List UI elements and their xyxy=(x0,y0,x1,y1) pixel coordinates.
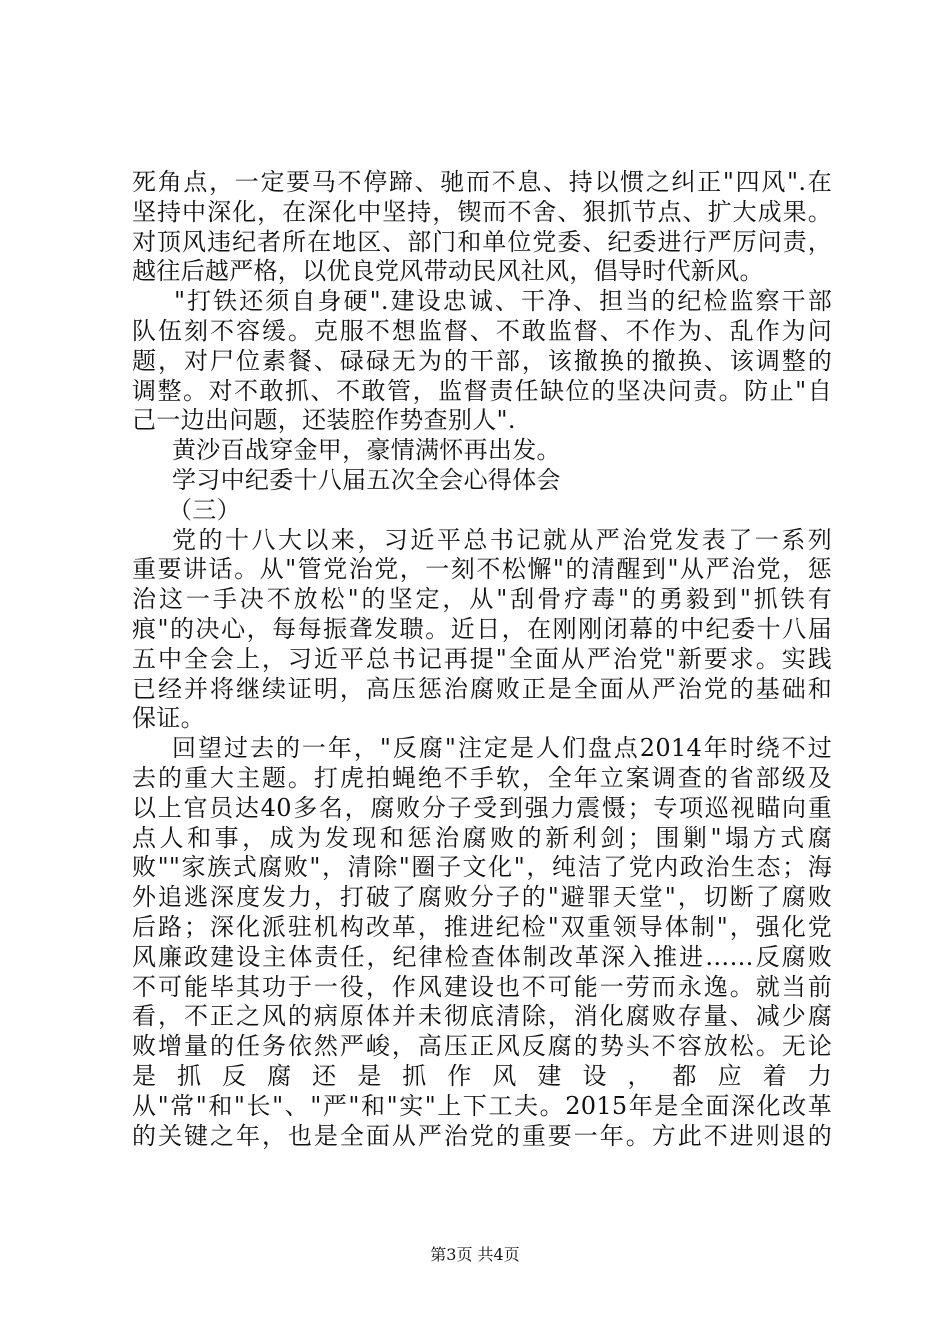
text-line: 点人和事，成为发现和惩治腐败的新利剑；围剿"塌方式腐 xyxy=(132,823,832,852)
text-line: 队伍刻不容缓。克服不想监督、不敢监督、不作为、乱作为问 xyxy=(132,316,832,345)
text-line: 对顶风违纪者所在地区、部门和单位党委、纪委进行严厉问责， xyxy=(132,227,832,256)
page-footer: 第3页 共4页 xyxy=(430,1245,520,1264)
text-line: 死角点，一定要马不停蹄、驰而不息、持以惯之纠正"四风".在 xyxy=(132,168,832,196)
text-line: 后路；深化派驻机构改革，推进纪检"双重领导体制"，强化党 xyxy=(132,912,832,941)
text-line: 不可能毕其功于一役，作风建设也不可能一劳而永逸。就当前 xyxy=(132,972,832,1001)
text-line: 己一边出问题，还装腔作势查别人". xyxy=(132,406,516,435)
text-line: 从"常"和"长"、"严"和"实"上下工夫。2015年是全面深化改革 xyxy=(132,1091,832,1120)
text-line: 以上官员达40多名，腐败分子受到强力震慑；专项巡视瞄向重 xyxy=(132,793,832,822)
section-number: （三） xyxy=(168,495,241,524)
text-line: 败""家族式腐败"，清除"圈子文化"，纯洁了党内政治生态；海 xyxy=(132,853,832,882)
text-line: "打铁还须自身硬".建设忠诚、干净、担当的纪检监察干部 xyxy=(174,287,832,316)
text-line: 外追逃深度发力，打破了腐败分子的"避罪天堂"，切断了腐败 xyxy=(132,883,832,912)
text-line: 题，对尸位素餐、碌碌无为的干部，该撤换的撤换、该调整的 xyxy=(132,346,832,375)
text-line: 败增量的任务依然严峻，高压正风反腐的势头不容放松。无论 xyxy=(132,1032,832,1061)
text-line: 越往后越严格，以优良党风带动民风社风，倡导时代新风。 xyxy=(132,257,764,286)
text-line: 风廉政建设主体责任，纪律检查体制改革深入推进……反腐败 xyxy=(132,942,832,971)
text-line: 的关键之年，也是全面从严治党的重要一年。方此不进则退的 xyxy=(132,1121,832,1150)
section-heading: 学习中纪委十八届五次全会心得体会 xyxy=(172,465,561,494)
document-body xyxy=(132,168,832,1151)
text-line: 是 抓 反 腐 还 是 抓 作 风 建 设 ， 都 应 着 力 xyxy=(132,1061,832,1090)
text-line: 重要讲话。从"管党治党，一刻不松懈"的清醒到"从严治党，惩 xyxy=(132,555,832,584)
text-line: 五中全会上，习近平总书记再提"全面从严治党"新要求。实践 xyxy=(132,644,832,673)
text-line: 已经并将继续证明，高压惩治腐败正是全面从严治党的基础和 xyxy=(132,674,832,703)
text-line: 治这一手决不放松"的坚定，从"刮骨疗毒"的勇毅到"抓铁有 xyxy=(132,585,832,614)
text-line: 去的重大主题。打虎拍蝇绝不手软，全年立案调查的省部级及 xyxy=(132,763,832,792)
text-line: 调整。对不敢抓、不敢管，监督责任缺位的坚决问责。防止"自 xyxy=(132,376,832,405)
text-line: 回望过去的一年，"反腐"注定是人们盘点2014年时绕不过 xyxy=(172,734,832,763)
text-line: 黄沙百战穿金甲，豪情满怀再出发。 xyxy=(172,436,561,465)
text-line: 坚持中深化，在深化中坚持，锲而不舍、狠抓节点、扩大成果。 xyxy=(132,197,832,226)
text-line: 保证。 xyxy=(132,704,205,733)
text-line: 痕"的决心，每每振聋发聩。近日，在刚刚闭幕的中纪委十八届 xyxy=(132,614,832,643)
text-line: 看，不正之风的病原体并未彻底清除，消化腐败存量、减少腐 xyxy=(132,1002,832,1031)
text-line: 党的十八大以来，习近平总书记就从严治党发表了一系列 xyxy=(172,525,832,554)
